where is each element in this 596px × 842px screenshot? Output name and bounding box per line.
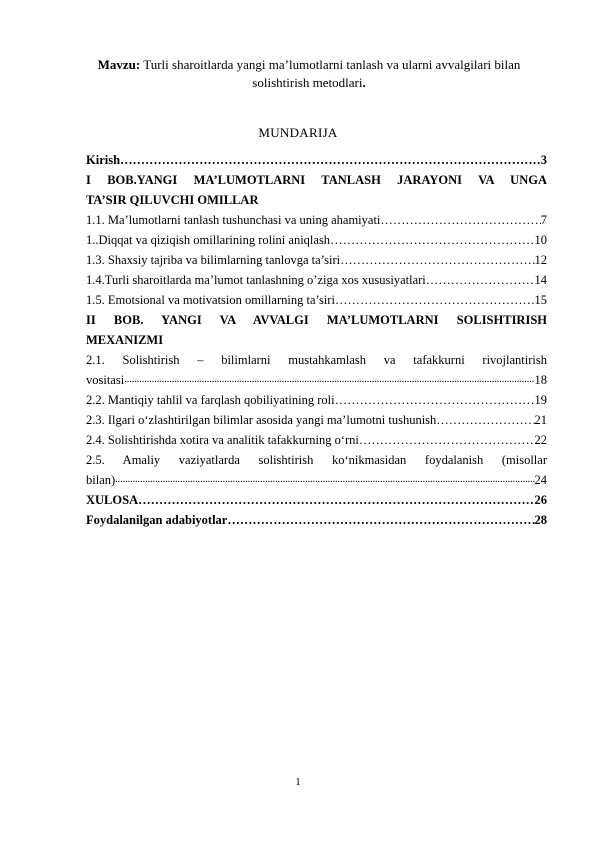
toc-entry-1-3[interactable]	[86, 250, 547, 270]
dot-leader	[138, 490, 534, 510]
toc-entry-1-1[interactable]	[86, 210, 547, 230]
dot-leader	[120, 150, 541, 170]
toc-entry-title: 2.2. Mantiqiy tahlil va farqlash qobiliyatining roli	[86, 393, 335, 407]
dot-leader	[115, 470, 534, 490]
toc-entry-page: 28	[534, 513, 547, 527]
toc-entry-title: 1.3. Shaxsiy tajriba va bilimlarning tanlovga ta’siri	[86, 253, 341, 267]
topic-label: Mavzu:	[97, 57, 141, 72]
chapter-2-heading-line1[interactable]: II BOB. YANGI VA AVVALGI MA’LUMOTLARNI SOLISHTIRISH	[86, 313, 547, 327]
page-number: 1	[295, 776, 301, 788]
dot-leader	[340, 250, 534, 270]
toc-entry-title: 2.4. Solishtirishda xotira va analitik tafakkurning o‘rni	[86, 433, 359, 447]
toc-entry-2-5-line1[interactable]: 2.5. Amaliy vaziyatlarda solishtirish ko‘nikmasidan foydalanish (misollar	[86, 453, 547, 467]
toc-entry-page: 14	[534, 273, 547, 287]
dot-leader	[359, 430, 535, 450]
toc-entry-page: 3	[540, 153, 547, 167]
chapter-1-heading-line2[interactable]: TA’SIR QILUVCHI OMILLAR	[86, 193, 259, 207]
topic-line	[70, 56, 548, 92]
topic-text: Turli sharoitlarda yangi ma’lumotlarni tanlash va ularni avvalgilari bilan solishtirish metodlari	[143, 57, 521, 90]
toc-entry-2-1-line1[interactable]: 2.1. Solishtirish – bilimlarni mustahkamlash va tafakkurni rivojlantirish	[86, 353, 547, 367]
toc-entry-title: vositasi	[86, 373, 125, 387]
toc-entry-title: 1.1. Ma’lumotlarni tanlash tushunchasi va uning ahamiyati	[86, 213, 381, 227]
toc-entry-title: XULOSA	[86, 493, 139, 507]
toc-entry-2-5-line2[interactable]	[86, 470, 547, 490]
toc-entry-title: 1.4.Turli sharoitlarda ma’lumot tanlashning o’ziga xos xususiyatlari	[86, 273, 426, 287]
toc-entry-page: 15	[534, 293, 547, 307]
toc-entry-2-4[interactable]	[86, 430, 547, 450]
toc-entry-1-2[interactable]	[86, 230, 547, 250]
toc-entry-page: 10	[534, 233, 547, 247]
dot-leader	[330, 230, 534, 250]
toc-entry-intro[interactable]	[86, 150, 547, 170]
toc-entry-title: Kirish	[86, 153, 121, 167]
toc-entry-page: 19	[534, 393, 547, 407]
dot-leader	[436, 410, 534, 430]
dot-leader	[335, 290, 535, 310]
chapter-1-heading-line1[interactable]: I BOB.YANGI MA’LUMOTLARNI TANLASH JARAYONI VA UNGA	[86, 173, 547, 187]
dot-leader	[335, 390, 535, 410]
toc-entry-conclusion[interactable]	[86, 490, 547, 510]
dot-leader	[426, 270, 535, 290]
toc-entry-2-1-line2[interactable]	[86, 370, 547, 390]
toc-entry-page: 12	[534, 253, 547, 267]
toc-entry-1-4[interactable]	[86, 270, 547, 290]
toc-heading: MUNDARIJA	[258, 125, 338, 140]
toc-entry-page: 21	[534, 413, 547, 427]
table-of-contents	[86, 150, 547, 530]
dot-leader	[380, 210, 540, 230]
toc-entry-title: bilan)	[86, 473, 116, 487]
toc-entry-page: 22	[534, 433, 547, 447]
toc-entry-1-5[interactable]	[86, 290, 547, 310]
toc-entry-title: 1..Diqqat va qiziqish omillarining rolini aniqlash	[86, 233, 331, 247]
chapter-2-heading-line2[interactable]: MEXANIZMI	[86, 333, 164, 347]
toc-entry-references[interactable]	[86, 510, 547, 530]
toc-entry-page: 24	[534, 473, 547, 487]
dot-leader	[227, 510, 534, 530]
toc-entry-2-3[interactable]	[86, 410, 547, 430]
dot-leader	[124, 370, 534, 390]
toc-entry-title: Foydalanilgan adabiyotlar	[86, 513, 228, 527]
toc-entry-2-2[interactable]	[86, 390, 547, 410]
toc-entry-page: 18	[534, 373, 547, 387]
toc-entry-title: 1.5. Emotsional va motivatsion omillarning ta’siri	[86, 293, 335, 307]
toc-entry-title: 2.3. Ilgari o‘zlashtirilgan bilimlar asosida yangi ma’lumotni tushunish	[86, 413, 437, 427]
toc-entry-page: 26	[534, 493, 547, 507]
topic-end: .	[362, 75, 366, 90]
toc-entry-page: 7	[540, 213, 547, 227]
